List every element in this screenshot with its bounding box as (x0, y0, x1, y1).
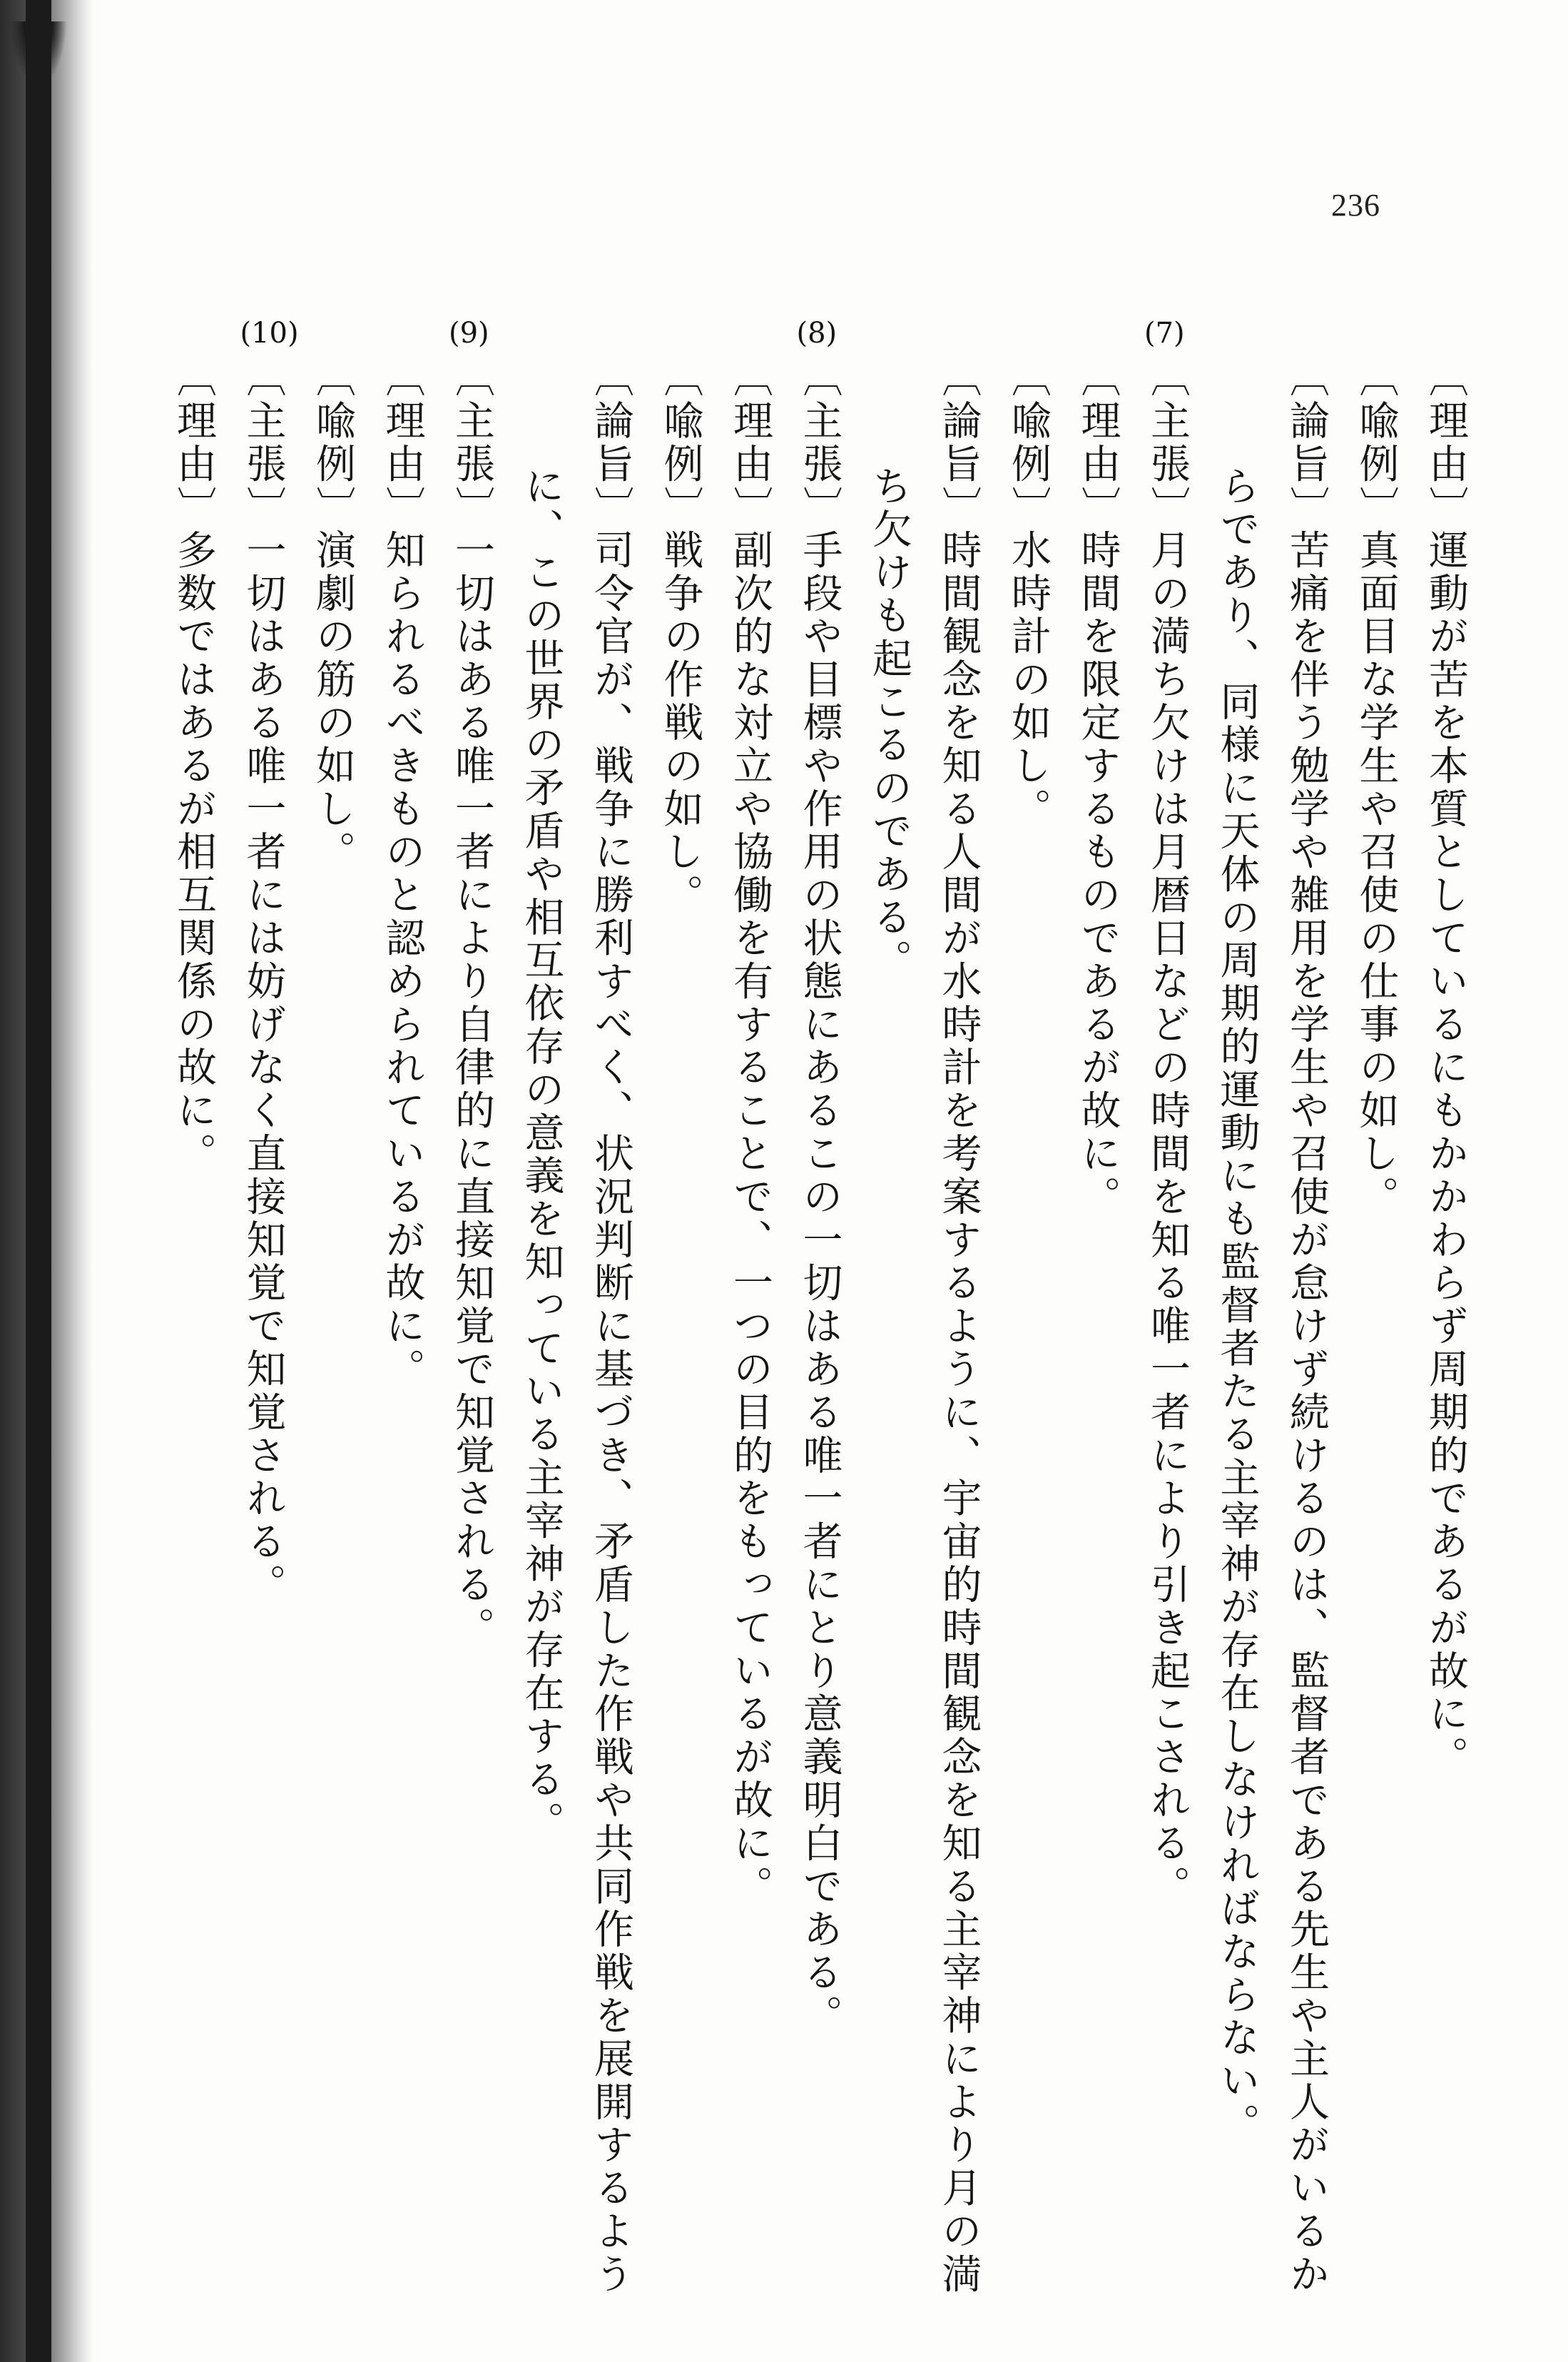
section-number-mark: (8) (796, 317, 838, 350)
binding-spine (26, 0, 51, 2362)
section-number-mark: (9) (449, 317, 489, 350)
vertical-text-body (143, 317, 1484, 2296)
text-line: ち欠けも起こるのである。 (866, 465, 912, 983)
binding-flare (10, 21, 67, 86)
text-line: 〔理由〕運動が苦を本質としているにもかかわらず周期的であるが故に。 (1422, 357, 1469, 1780)
text-line: 〔喩例〕戦争の作戦の如し。 (657, 357, 704, 918)
text-line: 〔主張〕月の満ち欠けは月暦日などの時間を知る唯一者により引き起こされる。 (1144, 357, 1191, 1909)
text-line: 〔理由〕時間を限定するものであるが故に。 (1074, 357, 1121, 1219)
section-number-mark: (7) (1144, 317, 1185, 350)
page-number: 236 (1331, 188, 1380, 223)
text-line: 〔理由〕知られるべきものと認められているが故に。 (379, 357, 426, 1392)
text-line: 〔論旨〕司令官が、戦争に勝利すべく、状況判断に基づき、矛盾した作戦や共同作戦を展開するよう (588, 357, 634, 2296)
text-line: 〔喩例〕真面目な学生や召使の仕事の如し。 (1353, 357, 1400, 1219)
text-line: 〔主張〕一切はある唯一者には妨げなく直接知覚で知覚される。 (240, 357, 287, 1607)
text-line: 〔理由〕副次的な対立や協働を有することで、一つの目的をもっているが故に。 (727, 357, 773, 1909)
text-line: 〔喩例〕水時計の如し。 (1005, 357, 1052, 831)
text-line: に、この世界の矛盾や相互依存の意義を知っている主宰神が存在する。 (518, 465, 565, 1845)
text-line: 〔喩例〕演劇の筋の如し。 (310, 357, 356, 874)
text-line: らであり、同様に天体の周期的運動にも監督者たる主宰神が存在しなければならない。 (1213, 465, 1261, 2146)
text-line: 〔理由〕多数ではあるが相互関係の故に。 (170, 357, 217, 1176)
text-line: 〔主張〕一切はある唯一者により自律的に直接知覚で知覚される。 (449, 357, 495, 1650)
text-line: 〔主張〕手段や目標や作用の状態にあるこの一切はある唯一者にとり意義明白である。 (796, 357, 843, 2038)
text-line: 〔論旨〕時間観念を知る人間が水時計を考案するように、宇宙的時間観念を知る主宰神により月の満 (935, 357, 982, 2296)
text-line: 〔論旨〕苦痛を伴う勉学や雑用を学生や召使が怠けず続けるのは、監督者である先生や主人がいるか (1283, 357, 1330, 2296)
section-number-mark: (10) (240, 317, 299, 350)
